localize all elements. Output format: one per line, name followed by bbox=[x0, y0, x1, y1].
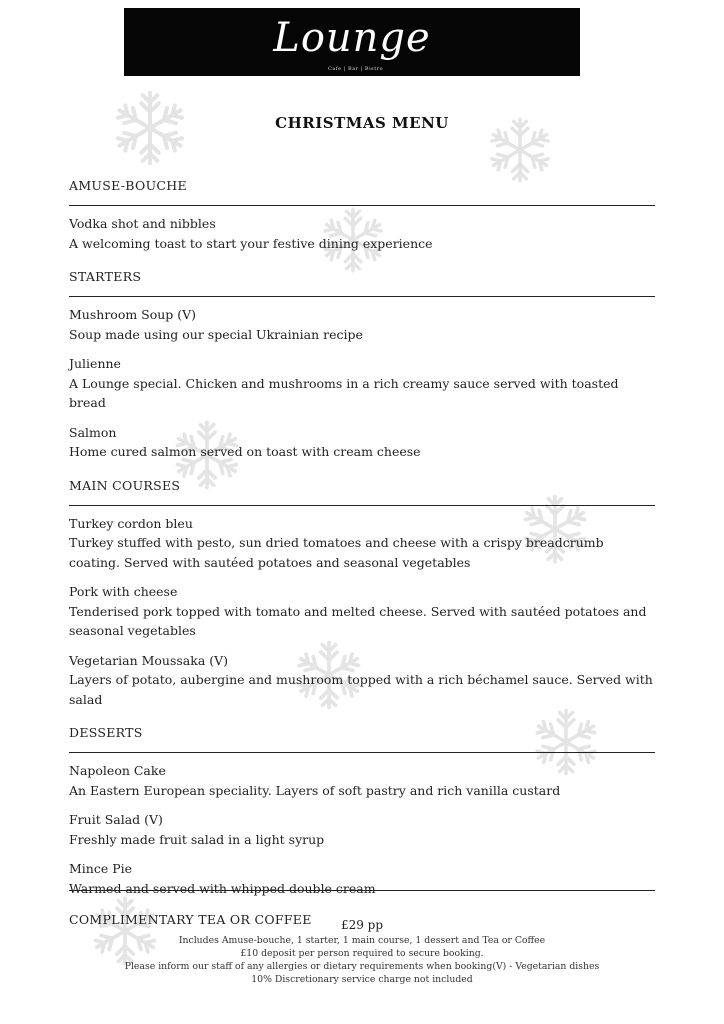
list-item bbox=[69, 761, 655, 800]
section-heading: MAIN COURSES bbox=[69, 477, 181, 493]
brand-tagline: Cafe | Bar | Bistro bbox=[328, 66, 384, 72]
list-item bbox=[69, 859, 655, 898]
menu-title: CHRISTMAS MENU bbox=[275, 114, 449, 132]
section-amuse-bouche bbox=[69, 172, 655, 253]
item-name: Mushroom Soup (V) bbox=[69, 307, 197, 322]
item-name: Vegetarian Moussaka (V) bbox=[69, 652, 229, 668]
footer-divider bbox=[69, 890, 655, 891]
list-item bbox=[69, 214, 655, 253]
list-item bbox=[69, 305, 655, 344]
complimentary-note: COMPLIMENTARY TEA OR COFFEE bbox=[69, 912, 312, 927]
item-description: Freshly made fruit salad in a light syrup bbox=[69, 831, 325, 847]
footer bbox=[0, 916, 724, 986]
list-item bbox=[69, 651, 655, 710]
item-name: Pork with cheese bbox=[69, 584, 178, 599]
list-item bbox=[69, 354, 655, 413]
list-item bbox=[69, 514, 655, 573]
section-heading: AMUSE-BOUCHE bbox=[69, 178, 187, 193]
section-starters bbox=[69, 263, 655, 462]
item-description: Turkey stuffed with pesto, sun dried tomatoes and cheese with a crispy breadcrumb coating. Served with sautéed potatoes and seasonal vegetables bbox=[69, 535, 604, 570]
section-heading: STARTERS bbox=[69, 269, 142, 284]
price: £29 pp bbox=[340, 918, 384, 932]
item-description: A Lounge special. Chicken and mushrooms in a rich creamy sauce served with toasted bread bbox=[69, 375, 619, 410]
item-name: Mince Pie bbox=[69, 861, 133, 876]
item-description: An Eastern European speciality. Layers of soft pastry and rich vanilla custard bbox=[69, 782, 561, 798]
item-description: Soup made using our special Ukrainian recipe bbox=[69, 326, 363, 342]
menu-content bbox=[69, 172, 655, 927]
item-description: Home cured salmon served on toast with cream cheese bbox=[69, 444, 421, 459]
section-divider bbox=[69, 296, 655, 297]
service-note: 10% Discretionary service charge not included bbox=[251, 974, 473, 985]
includes-note: Includes Amuse-bouche, 1 starter, 1 main course, 1 dessert and Tea or Coffee bbox=[178, 935, 546, 946]
brand-logo: Lounge bbox=[273, 15, 431, 61]
section-divider bbox=[69, 752, 655, 753]
item-name: Fruit Salad (V) bbox=[69, 812, 163, 827]
item-description: Tenderised pork topped with tomato and melted cheese. Served with sautéed potatoes and seasonal vegetables bbox=[69, 603, 647, 638]
header-banner bbox=[124, 8, 580, 76]
item-description: Warmed and served with whipped double cream bbox=[69, 880, 376, 896]
item-name: Salmon bbox=[69, 424, 117, 440]
section-heading: DESSERTS bbox=[69, 725, 143, 740]
section-divider bbox=[69, 205, 655, 206]
section-main-courses bbox=[69, 472, 655, 710]
item-name: Napoleon Cake bbox=[69, 763, 166, 778]
list-item bbox=[69, 582, 655, 641]
allergy-note: Please inform our staff of any allergies or dietary requirements when booking(V) - Vegetarian dishes bbox=[124, 961, 600, 972]
list-item bbox=[69, 423, 655, 462]
item-description: Layers of potato, aubergine and mushroom topped with a rich béchamel sauce. Served with salad bbox=[69, 672, 653, 707]
section-divider bbox=[69, 505, 655, 506]
item-description: A welcoming toast to start your festive dining experience bbox=[69, 235, 433, 251]
list-item bbox=[69, 810, 655, 849]
deposit-note: £10 deposit per person required to secure booking. bbox=[240, 948, 484, 959]
section-desserts bbox=[69, 719, 655, 898]
item-name: Vodka shot and nibbles bbox=[69, 216, 216, 231]
item-name: Julienne bbox=[69, 356, 121, 371]
item-name: Turkey cordon bleu bbox=[69, 515, 193, 531]
